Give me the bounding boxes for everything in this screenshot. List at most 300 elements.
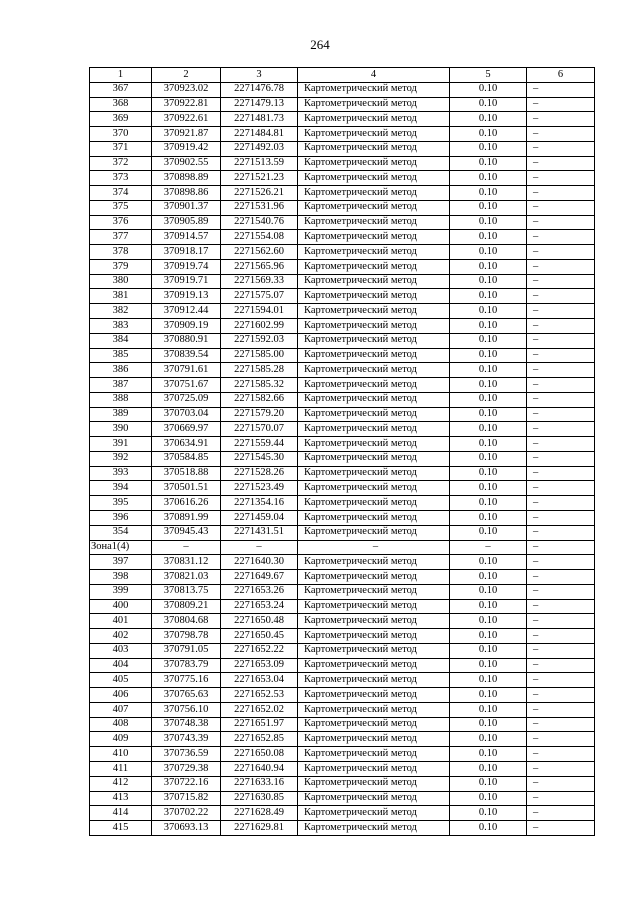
error-cell: 0.10 xyxy=(450,599,527,614)
x-coordinate-cell: 370919.71 xyxy=(152,274,221,289)
note-cell: – xyxy=(527,806,595,821)
x-coordinate-cell: 370634.91 xyxy=(152,437,221,452)
error-cell: 0.10 xyxy=(450,156,527,171)
method-cell: Картометрический метод xyxy=(298,304,450,319)
y-coordinate-cell: 2271565.96 xyxy=(221,259,298,274)
point-number-cell: 389 xyxy=(90,407,152,422)
note-cell: – xyxy=(527,555,595,570)
x-coordinate-cell: 370912.44 xyxy=(152,304,221,319)
table-row xyxy=(90,437,595,452)
error-cell: 0.10 xyxy=(450,584,527,599)
method-cell: – xyxy=(298,540,450,555)
x-coordinate-cell: 370751.67 xyxy=(152,378,221,393)
y-coordinate-cell: 2271479.13 xyxy=(221,97,298,112)
y-coordinate-cell: 2271575.07 xyxy=(221,289,298,304)
table-row xyxy=(90,702,595,717)
note-cell: – xyxy=(527,510,595,525)
table-row xyxy=(90,304,595,319)
error-cell: 0.10 xyxy=(450,791,527,806)
table-row xyxy=(90,274,595,289)
method-cell: Картометрический метод xyxy=(298,259,450,274)
y-coordinate-cell: 2271559.44 xyxy=(221,437,298,452)
note-cell: – xyxy=(527,732,595,747)
y-coordinate-cell: 2271652.22 xyxy=(221,643,298,658)
x-coordinate-cell: 370880.91 xyxy=(152,333,221,348)
point-number-cell: 377 xyxy=(90,230,152,245)
error-cell: 0.10 xyxy=(450,643,527,658)
table-row xyxy=(90,156,595,171)
table-body xyxy=(90,82,595,835)
method-cell: Картометрический метод xyxy=(298,407,450,422)
point-number-cell: 378 xyxy=(90,245,152,260)
error-cell: 0.10 xyxy=(450,525,527,540)
x-coordinate-cell: 370748.38 xyxy=(152,717,221,732)
note-cell: – xyxy=(527,540,595,555)
table-row xyxy=(90,363,595,378)
method-cell: Картометрический метод xyxy=(298,200,450,215)
table-row xyxy=(90,141,595,156)
point-number-cell: 388 xyxy=(90,392,152,407)
table-row xyxy=(90,230,595,245)
method-cell: Картометрический метод xyxy=(298,496,450,511)
error-cell: 0.10 xyxy=(450,451,527,466)
error-cell: 0.10 xyxy=(450,629,527,644)
note-cell: – xyxy=(527,614,595,629)
y-coordinate-cell: 2271650.08 xyxy=(221,747,298,762)
x-coordinate-cell: 370923.02 xyxy=(152,82,221,97)
error-cell: 0.10 xyxy=(450,614,527,629)
note-cell: – xyxy=(527,791,595,806)
x-coordinate-cell: 370839.54 xyxy=(152,348,221,363)
point-number-cell: 399 xyxy=(90,584,152,599)
table-row xyxy=(90,422,595,437)
table-row xyxy=(90,555,595,570)
method-cell: Картометрический метод xyxy=(298,466,450,481)
x-coordinate-cell: 370702.22 xyxy=(152,806,221,821)
point-number-cell: 391 xyxy=(90,437,152,452)
y-coordinate-cell: 2271653.09 xyxy=(221,658,298,673)
point-number-cell: 407 xyxy=(90,702,152,717)
table-row xyxy=(90,570,595,585)
error-cell: 0.10 xyxy=(450,658,527,673)
point-number-cell: 385 xyxy=(90,348,152,363)
x-coordinate-cell: 370809.21 xyxy=(152,599,221,614)
method-cell: Картометрический метод xyxy=(298,215,450,230)
point-number-cell: 369 xyxy=(90,112,152,127)
method-cell: Картометрический метод xyxy=(298,348,450,363)
method-cell: Картометрический метод xyxy=(298,821,450,836)
error-cell: 0.10 xyxy=(450,821,527,836)
error-cell: 0.10 xyxy=(450,570,527,585)
y-coordinate-cell: 2271579.20 xyxy=(221,407,298,422)
method-cell: Картометрический метод xyxy=(298,570,450,585)
method-cell: Картометрический метод xyxy=(298,437,450,452)
table-row xyxy=(90,540,595,555)
table-row xyxy=(90,82,595,97)
method-cell: Картометрический метод xyxy=(298,717,450,732)
table-row xyxy=(90,245,595,260)
x-coordinate-cell: 370898.89 xyxy=(152,171,221,186)
x-coordinate-cell: – xyxy=(152,540,221,555)
error-cell: 0.10 xyxy=(450,407,527,422)
method-cell: Картометрический метод xyxy=(298,378,450,393)
method-cell: Картометрический метод xyxy=(298,658,450,673)
table-row xyxy=(90,451,595,466)
x-coordinate-cell: 370919.74 xyxy=(152,259,221,274)
point-number-cell: Зона1(4) xyxy=(90,540,152,555)
error-cell: 0.10 xyxy=(450,437,527,452)
y-coordinate-cell: 2271630.85 xyxy=(221,791,298,806)
note-cell: – xyxy=(527,747,595,762)
y-coordinate-cell: 2271481.73 xyxy=(221,112,298,127)
method-cell: Картометрический метод xyxy=(298,673,450,688)
point-number-cell: 379 xyxy=(90,259,152,274)
y-coordinate-cell: 2271640.30 xyxy=(221,555,298,570)
note-cell: – xyxy=(527,333,595,348)
coordinates-table xyxy=(89,67,595,836)
method-cell: Картометрический метод xyxy=(298,806,450,821)
point-number-cell: 382 xyxy=(90,304,152,319)
y-coordinate-cell: 2271652.53 xyxy=(221,688,298,703)
error-cell: 0.10 xyxy=(450,510,527,525)
point-number-cell: 375 xyxy=(90,200,152,215)
x-coordinate-cell: 370898.86 xyxy=(152,186,221,201)
error-cell: 0.10 xyxy=(450,245,527,260)
error-cell: 0.10 xyxy=(450,363,527,378)
x-coordinate-cell: 370922.81 xyxy=(152,97,221,112)
error-cell: 0.10 xyxy=(450,304,527,319)
error-cell: 0.10 xyxy=(450,732,527,747)
note-cell: – xyxy=(527,496,595,511)
method-cell: Картометрический метод xyxy=(298,747,450,762)
y-coordinate-cell: 2271545.30 xyxy=(221,451,298,466)
note-cell: – xyxy=(527,186,595,201)
x-coordinate-cell: 370518.88 xyxy=(152,466,221,481)
error-cell: 0.10 xyxy=(450,776,527,791)
table-row xyxy=(90,481,595,496)
y-coordinate-cell: 2271585.00 xyxy=(221,348,298,363)
note-cell: – xyxy=(527,643,595,658)
error-cell: 0.10 xyxy=(450,186,527,201)
table-row xyxy=(90,584,595,599)
y-coordinate-cell: 2271526.21 xyxy=(221,186,298,201)
note-cell: – xyxy=(527,776,595,791)
y-coordinate-cell: 2271582.66 xyxy=(221,392,298,407)
method-cell: Картометрический метод xyxy=(298,732,450,747)
y-coordinate-cell: 2271459.04 xyxy=(221,510,298,525)
x-coordinate-cell: 370722.16 xyxy=(152,776,221,791)
point-number-cell: 381 xyxy=(90,289,152,304)
error-cell: 0.10 xyxy=(450,319,527,334)
note-cell: – xyxy=(527,392,595,407)
point-number-cell: 400 xyxy=(90,599,152,614)
note-cell: – xyxy=(527,481,595,496)
note-cell: – xyxy=(527,112,595,127)
error-cell: 0.10 xyxy=(450,82,527,97)
y-coordinate-cell: 2271513.59 xyxy=(221,156,298,171)
method-cell: Картометрический метод xyxy=(298,702,450,717)
table-row xyxy=(90,348,595,363)
note-cell: – xyxy=(527,407,595,422)
point-number-cell: 380 xyxy=(90,274,152,289)
method-cell: Картометрический метод xyxy=(298,776,450,791)
error-cell: 0.10 xyxy=(450,215,527,230)
method-cell: Картометрический метод xyxy=(298,525,450,540)
point-number-cell: 403 xyxy=(90,643,152,658)
y-coordinate-cell: 2271354.16 xyxy=(221,496,298,511)
note-cell: – xyxy=(527,821,595,836)
header-row xyxy=(90,68,595,83)
x-coordinate-cell: 370729.38 xyxy=(152,761,221,776)
x-coordinate-cell: 370804.68 xyxy=(152,614,221,629)
table-row xyxy=(90,599,595,614)
error-cell: 0.10 xyxy=(450,747,527,762)
point-number-cell: 412 xyxy=(90,776,152,791)
method-cell: Картометрический метод xyxy=(298,97,450,112)
note-cell: – xyxy=(527,437,595,452)
method-cell: Картометрический метод xyxy=(298,363,450,378)
method-cell: Картометрический метод xyxy=(298,392,450,407)
x-coordinate-cell: 370909.19 xyxy=(152,319,221,334)
note-cell: – xyxy=(527,717,595,732)
table-row xyxy=(90,407,595,422)
x-coordinate-cell: 370693.13 xyxy=(152,821,221,836)
y-coordinate-cell: 2271585.32 xyxy=(221,378,298,393)
table-row xyxy=(90,466,595,481)
point-number-cell: 374 xyxy=(90,186,152,201)
y-coordinate-cell: 2271649.67 xyxy=(221,570,298,585)
x-coordinate-cell: 370791.61 xyxy=(152,363,221,378)
note-cell: – xyxy=(527,200,595,215)
point-number-cell: 390 xyxy=(90,422,152,437)
y-coordinate-cell: 2271531.96 xyxy=(221,200,298,215)
x-coordinate-cell: 370783.79 xyxy=(152,658,221,673)
error-cell: 0.10 xyxy=(450,112,527,127)
y-coordinate-cell: 2271540.76 xyxy=(221,215,298,230)
x-coordinate-cell: 370715.82 xyxy=(152,791,221,806)
note-cell: – xyxy=(527,348,595,363)
x-coordinate-cell: 370922.61 xyxy=(152,112,221,127)
x-coordinate-cell: 370775.16 xyxy=(152,673,221,688)
table-row xyxy=(90,717,595,732)
point-number-cell: 367 xyxy=(90,82,152,97)
point-number-cell: 410 xyxy=(90,747,152,762)
method-cell: Картометрический метод xyxy=(298,156,450,171)
error-cell: 0.10 xyxy=(450,466,527,481)
note-cell: – xyxy=(527,570,595,585)
method-cell: Картометрический метод xyxy=(298,614,450,629)
point-number-cell: 370 xyxy=(90,127,152,142)
point-number-cell: 396 xyxy=(90,510,152,525)
method-cell: Картометрический метод xyxy=(298,584,450,599)
point-number-cell: 384 xyxy=(90,333,152,348)
error-cell: 0.10 xyxy=(450,481,527,496)
y-coordinate-cell: 2271523.49 xyxy=(221,481,298,496)
y-coordinate-cell: 2271633.16 xyxy=(221,776,298,791)
point-number-cell: 392 xyxy=(90,451,152,466)
error-cell: 0.10 xyxy=(450,702,527,717)
point-number-cell: 398 xyxy=(90,570,152,585)
note-cell: – xyxy=(527,259,595,274)
point-number-cell: 373 xyxy=(90,171,152,186)
x-coordinate-cell: 370921.87 xyxy=(152,127,221,142)
table-row xyxy=(90,732,595,747)
method-cell: Картометрический метод xyxy=(298,245,450,260)
y-coordinate-cell: 2271521.23 xyxy=(221,171,298,186)
table-row xyxy=(90,127,595,142)
y-coordinate-cell: 2271628.49 xyxy=(221,806,298,821)
error-cell: – xyxy=(450,540,527,555)
table-row xyxy=(90,333,595,348)
table-row xyxy=(90,673,595,688)
y-coordinate-cell: 2271569.33 xyxy=(221,274,298,289)
table-row xyxy=(90,747,595,762)
error-cell: 0.10 xyxy=(450,97,527,112)
header-cell-col3: 3 xyxy=(221,68,298,83)
x-coordinate-cell: 370831.12 xyxy=(152,555,221,570)
point-number-cell: 386 xyxy=(90,363,152,378)
method-cell: Картометрический метод xyxy=(298,141,450,156)
error-cell: 0.10 xyxy=(450,171,527,186)
error-cell: 0.10 xyxy=(450,673,527,688)
table-row xyxy=(90,821,595,836)
note-cell: – xyxy=(527,422,595,437)
table-row xyxy=(90,629,595,644)
point-number-cell: 406 xyxy=(90,688,152,703)
point-number-cell: 404 xyxy=(90,658,152,673)
x-coordinate-cell: 370813.75 xyxy=(152,584,221,599)
note-cell: – xyxy=(527,304,595,319)
point-number-cell: 405 xyxy=(90,673,152,688)
note-cell: – xyxy=(527,702,595,717)
table-header xyxy=(90,68,595,83)
method-cell: Картометрический метод xyxy=(298,289,450,304)
table-row xyxy=(90,392,595,407)
note-cell: – xyxy=(527,629,595,644)
method-cell: Картометрический метод xyxy=(298,688,450,703)
error-cell: 0.10 xyxy=(450,200,527,215)
method-cell: Картометрический метод xyxy=(298,319,450,334)
method-cell: Картометрический метод xyxy=(298,333,450,348)
method-cell: Картометрический метод xyxy=(298,230,450,245)
y-coordinate-cell: 2271650.48 xyxy=(221,614,298,629)
point-number-cell: 372 xyxy=(90,156,152,171)
point-number-cell: 402 xyxy=(90,629,152,644)
x-coordinate-cell: 370945.43 xyxy=(152,525,221,540)
y-coordinate-cell: 2271652.02 xyxy=(221,702,298,717)
note-cell: – xyxy=(527,378,595,393)
y-coordinate-cell: 2271585.28 xyxy=(221,363,298,378)
table-row xyxy=(90,761,595,776)
method-cell: Картометрический метод xyxy=(298,481,450,496)
table-row xyxy=(90,658,595,673)
note-cell: – xyxy=(527,688,595,703)
error-cell: 0.10 xyxy=(450,496,527,511)
x-coordinate-cell: 370725.09 xyxy=(152,392,221,407)
x-coordinate-cell: 370798.78 xyxy=(152,629,221,644)
method-cell: Картометрический метод xyxy=(298,274,450,289)
y-coordinate-cell: 2271476.78 xyxy=(221,82,298,97)
page-number: 264 xyxy=(310,37,330,52)
x-coordinate-cell: 370918.17 xyxy=(152,245,221,260)
method-cell: Картометрический метод xyxy=(298,186,450,201)
table-row xyxy=(90,171,595,186)
method-cell: Картометрический метод xyxy=(298,761,450,776)
error-cell: 0.10 xyxy=(450,333,527,348)
y-coordinate-cell: 2271629.81 xyxy=(221,821,298,836)
y-coordinate-cell: – xyxy=(221,540,298,555)
note-cell: – xyxy=(527,230,595,245)
method-cell: Картометрический метод xyxy=(298,127,450,142)
header-cell-col1: 1 xyxy=(90,68,152,83)
y-coordinate-cell: 2271570.07 xyxy=(221,422,298,437)
method-cell: Картометрический метод xyxy=(298,629,450,644)
note-cell: – xyxy=(527,319,595,334)
x-coordinate-cell: 370919.42 xyxy=(152,141,221,156)
note-cell: – xyxy=(527,215,595,230)
note-cell: – xyxy=(527,761,595,776)
point-number-cell: 414 xyxy=(90,806,152,821)
point-number-cell: 354 xyxy=(90,525,152,540)
note-cell: – xyxy=(527,171,595,186)
error-cell: 0.10 xyxy=(450,289,527,304)
y-coordinate-cell: 2271653.24 xyxy=(221,599,298,614)
table-row xyxy=(90,186,595,201)
error-cell: 0.10 xyxy=(450,141,527,156)
method-cell: Картометрический метод xyxy=(298,451,450,466)
y-coordinate-cell: 2271528.26 xyxy=(221,466,298,481)
y-coordinate-cell: 2271651.97 xyxy=(221,717,298,732)
error-cell: 0.10 xyxy=(450,378,527,393)
method-cell: Картометрический метод xyxy=(298,510,450,525)
y-coordinate-cell: 2271594.01 xyxy=(221,304,298,319)
point-number-cell: 394 xyxy=(90,481,152,496)
point-number-cell: 411 xyxy=(90,761,152,776)
table-row xyxy=(90,791,595,806)
point-number-cell: 395 xyxy=(90,496,152,511)
point-number-cell: 383 xyxy=(90,319,152,334)
error-cell: 0.10 xyxy=(450,259,527,274)
x-coordinate-cell: 370765.63 xyxy=(152,688,221,703)
point-number-cell: 368 xyxy=(90,97,152,112)
method-cell: Картометрический метод xyxy=(298,112,450,127)
error-cell: 0.10 xyxy=(450,274,527,289)
header-cell-col6: 6 xyxy=(527,68,595,83)
table-row xyxy=(90,496,595,511)
point-number-cell: 371 xyxy=(90,141,152,156)
method-cell: Картометрический метод xyxy=(298,171,450,186)
error-cell: 0.10 xyxy=(450,422,527,437)
header-cell-col2: 2 xyxy=(152,68,221,83)
table-row xyxy=(90,510,595,525)
x-coordinate-cell: 370756.10 xyxy=(152,702,221,717)
y-coordinate-cell: 2271650.45 xyxy=(221,629,298,644)
note-cell: – xyxy=(527,466,595,481)
error-cell: 0.10 xyxy=(450,392,527,407)
note-cell: – xyxy=(527,363,595,378)
point-number-cell: 409 xyxy=(90,732,152,747)
table-row xyxy=(90,215,595,230)
point-number-cell: 376 xyxy=(90,215,152,230)
y-coordinate-cell: 2271562.60 xyxy=(221,245,298,260)
table-row xyxy=(90,614,595,629)
note-cell: – xyxy=(527,525,595,540)
table-row xyxy=(90,688,595,703)
table-row xyxy=(90,378,595,393)
table-row xyxy=(90,289,595,304)
point-number-cell: 408 xyxy=(90,717,152,732)
x-coordinate-cell: 370743.39 xyxy=(152,732,221,747)
